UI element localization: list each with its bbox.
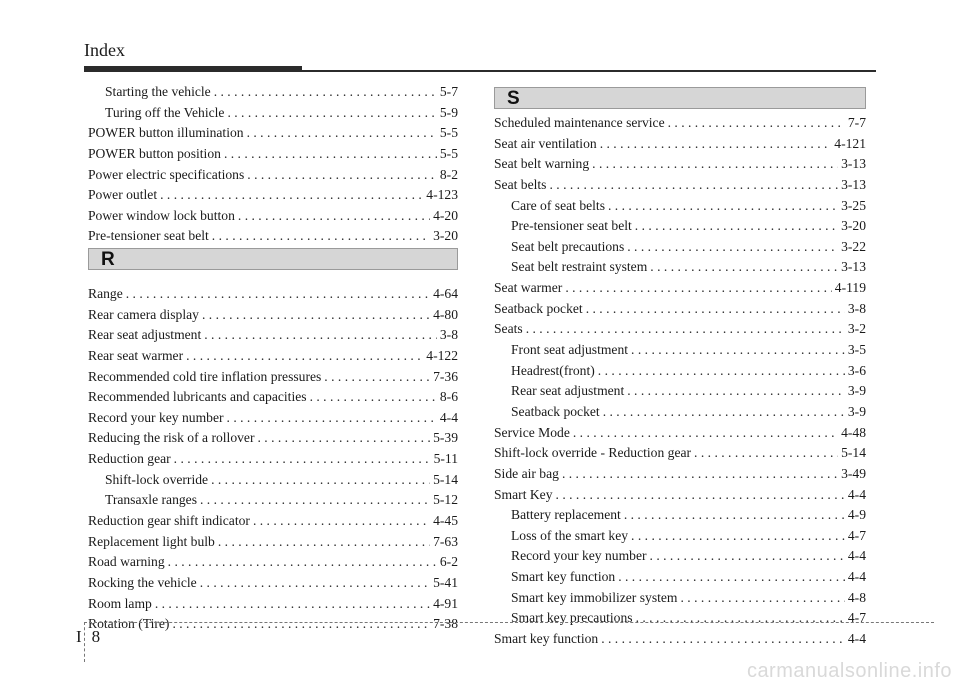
dot-leader [526,321,845,337]
footer-section-letter: I [76,627,82,646]
index-entry [494,445,866,466]
entry-label: Starting the vehicle [105,84,211,99]
entry-page-number: 5-5 [439,125,458,141]
dot-leader [160,187,423,203]
dot-leader [238,208,430,224]
entry-label: Smart Key [494,486,553,502]
dot-leader [601,631,845,647]
index-entry [88,187,458,208]
entry-label: Scheduled maintenance service [494,115,665,130]
index-subentry [494,569,866,590]
index-entry [88,327,458,348]
index-entry [494,301,866,322]
dot-leader [186,348,423,364]
dot-leader [624,507,845,523]
entry-label: Power window lock button [88,207,235,223]
dot-leader [202,307,430,323]
dot-leader [618,569,845,585]
entry-label: Road warning [88,554,165,570]
dot-leader [168,554,437,570]
dot-leader [227,410,437,426]
index-entry [88,307,458,328]
index-subentry [494,590,866,611]
entry-page-number: 3-25 [841,197,866,213]
index-column-left [88,84,458,249]
entry-page-number: 4-7 [847,610,866,626]
entry-page-number: 8-2 [439,166,458,182]
index-entry [494,115,866,136]
entry-label: Battery replacement [511,507,621,523]
entry-label: Service Mode [494,424,570,440]
entry-label: Rear seat warmer [88,347,184,363]
dot-leader [650,548,845,564]
entry-page-number: 4-4 [847,569,866,585]
entry-page-number: 5-5 [439,145,458,161]
entry-label: Shift-lock override [105,471,209,487]
entry-label: Smart key function [511,569,616,585]
entry-label: Turing off the Vehicle [105,104,225,120]
index-entry [88,125,458,146]
index-entry [494,280,866,301]
dot-leader [126,286,430,302]
entry-page-number: 4-119 [834,280,866,296]
index-subentry [494,218,866,239]
index-subentry [494,610,866,631]
entry-label: Replacement light bulb [88,533,215,549]
entry-label: Power outlet [88,187,158,203]
index-entry [88,348,458,369]
entry-label: Front seat adjustment [511,342,629,358]
index-column-right [494,115,866,652]
entry-page-number: 4-7 [847,527,866,543]
dot-leader [562,466,838,482]
dot-leader [224,146,437,162]
entry-page-number: 4-9 [847,507,866,523]
dot-leader [172,616,430,632]
entry-page-number: 3-20 [841,218,866,234]
entry-page-number: 4-45 [433,513,458,529]
index-entry [88,208,458,229]
index-entry [88,596,458,617]
entry-page-number: 4-91 [433,595,458,611]
index-entry [88,146,458,167]
entry-page-number: 3-8 [439,327,458,343]
index-entry [88,410,458,431]
dot-leader [324,369,430,385]
index-subentry [88,105,458,126]
dot-leader [631,342,845,358]
entry-page-number: 4-4 [847,631,866,647]
entry-label: Seatback pocket [511,403,600,419]
entry-page-number: 5-9 [439,104,458,120]
dot-leader [573,425,838,441]
index-entry [494,466,866,487]
index-entry [494,631,866,652]
entry-page-number: 4-48 [841,424,866,440]
entry-page-number: 3-6 [847,362,866,378]
index-subentry [494,383,866,404]
index-group-s [494,115,866,652]
entry-page-number: 3-13 [841,176,866,192]
dot-leader [212,228,430,244]
dot-leader [627,383,845,399]
entry-page-number: 4-64 [433,286,458,301]
index-subentry [494,239,866,260]
dot-leader [635,218,838,234]
entry-label: Rocking the vehicle [88,574,197,590]
entry-label: Rear camera display [88,306,199,322]
index-entry [494,136,866,157]
index-entry [88,167,458,188]
dot-leader [636,610,845,626]
entry-page-number: 3-2 [847,321,866,337]
entry-label: Pre-tensioner seat belt [511,218,632,234]
entry-label: Seat belt precautions [511,238,625,254]
dot-leader [200,492,430,508]
entry-label: POWER button position [88,145,221,161]
entry-page-number: 7-7 [847,115,866,130]
entry-page-number: 4-8 [847,589,866,605]
entry-page-number: 7-63 [433,533,458,549]
page-title: Index [84,40,125,60]
entry-label: Transaxle ranges [105,492,197,508]
dot-leader [549,177,838,193]
index-entry [88,369,458,390]
dot-leader [247,125,437,141]
index-subentry [494,548,866,569]
entry-label: Room lamp [88,595,152,611]
dot-leader [586,301,845,317]
dot-leader [650,259,838,275]
dot-leader [227,105,436,121]
index-subentry [88,472,458,493]
entry-label: Reduction gear shift indicator [88,513,250,529]
entry-label: Rear seat adjustment [88,327,202,343]
entry-label: Smart key precautions [511,610,633,626]
dot-leader [204,327,437,343]
entry-label: Smart key immobilizer system [511,589,678,605]
entry-page-number: 5-7 [439,84,458,99]
entry-label: Smart key function [494,631,599,647]
dot-leader [668,115,845,131]
entry-page-number: 3-9 [847,403,866,419]
dot-leader [627,239,838,255]
index-subentry [88,492,458,513]
entry-page-number: 5-12 [433,492,458,508]
index-entry [494,487,866,508]
index-subentry [494,363,866,384]
entry-page-number: 5-41 [433,574,458,590]
entry-label: Pre-tensioner seat belt [88,228,209,244]
watermark: carmanualsonline.info [746,660,952,682]
entry-page-number: 7-36 [433,368,458,384]
entry-label: Reducing the risk of a rollover [88,430,255,446]
dot-leader [174,451,431,467]
entry-page-number: 5-14 [841,445,866,461]
dot-leader [556,487,845,503]
section-header-s [494,87,866,109]
entry-label: Record your key number [88,409,224,425]
entry-label: Rotation (Tire) [88,616,170,632]
entry-label: Seats [494,321,523,337]
entry-page-number: 3-49 [841,465,866,481]
header-rule-thin [302,70,876,72]
dot-leader [247,167,437,183]
entry-page-number: 4-4 [847,486,866,502]
entry-page-number: 4-4 [439,409,458,425]
footer-page-label [76,627,100,647]
entry-label: Seat belts [494,176,547,192]
dot-leader [600,136,832,152]
index-entry [88,534,458,555]
index-subentry [494,198,866,219]
entry-page-number: 3-22 [841,238,866,254]
index-entry [88,616,458,637]
dot-leader [592,156,838,172]
index-subentry [494,404,866,425]
dot-leader [681,590,845,606]
index-entry [88,513,458,534]
entry-page-number: 4-80 [433,306,458,322]
index-group-r [88,286,458,637]
entry-label: Side air bag [494,465,559,481]
entry-page-number: 3-8 [847,300,866,316]
index-column-left-r [88,286,458,637]
entry-page-number: 5-14 [433,471,458,487]
entry-label: POWER button illumination [88,125,244,141]
index-entry [88,389,458,410]
index-entry [494,177,866,198]
index-entry [494,321,866,342]
entry-page-number: 3-5 [847,342,866,358]
index-subentry [494,528,866,549]
dot-leader [603,404,845,420]
entry-label: Seat belt warning [494,156,590,172]
entry-label: Seatback pocket [494,300,583,316]
entry-page-number: 5-11 [433,451,458,467]
entry-label: Seat belt restraint system [511,259,648,275]
entry-page-number: 7-38 [433,616,458,632]
dot-leader [214,84,437,100]
entry-page-number: 3-13 [841,259,866,275]
entry-page-number: 3-13 [841,156,866,172]
index-entry [88,430,458,451]
entry-page-number: 4-4 [847,548,866,564]
index-subentry [88,84,458,105]
dot-leader [155,596,430,612]
entry-label: Loss of the smart key [511,527,629,543]
dot-leader [200,575,430,591]
entry-page-number: 4-123 [426,187,458,203]
index-entry [88,451,458,472]
index-group-p-continued [88,84,458,249]
entry-label: Reduction gear [88,451,171,467]
index-entry [494,425,866,446]
entry-label: Power electric specifications [88,166,245,182]
entry-page-number: 4-20 [433,207,458,223]
section-header-r [88,248,458,270]
dot-leader [310,389,437,405]
entry-page-number: 3-9 [847,383,866,399]
index-entry [88,554,458,575]
entry-label: Seat warmer [494,280,563,296]
dot-leader [211,472,430,488]
entry-page-number: 4-121 [834,135,866,151]
entry-page-number: 4-122 [426,347,458,363]
entry-label: Seat air ventilation [494,135,597,151]
index-subentry [494,259,866,280]
index-subentry [494,507,866,528]
index-entry [494,156,866,177]
dot-leader [608,198,838,214]
section-letter-s: S [507,88,520,109]
entry-label: Record your key number [511,548,647,564]
dot-leader [598,363,845,379]
entry-label: Shift-lock override - Reduction gear [494,445,692,461]
entry-label: Rear seat adjustment [511,383,625,399]
index-subentry [494,342,866,363]
entry-page-number: 5-39 [433,430,458,446]
entry-page-number: 3-20 [433,228,458,244]
dot-leader [631,528,845,544]
entry-label: Range [88,286,123,301]
footer-page-number: 8 [91,627,101,646]
index-entry [88,286,458,307]
entry-label: Recommended cold tire inflation pressures [88,368,322,384]
dot-leader [257,430,430,446]
footer-rule [84,622,934,623]
dot-leader [218,534,430,550]
entry-page-number: 8-6 [439,389,458,405]
entry-label: Headrest(front) [511,362,595,378]
dot-leader [694,445,838,461]
header-rule-thick [84,66,302,72]
entry-label: Care of seat belts [511,197,605,213]
dot-leader [253,513,430,529]
index-entry [88,575,458,596]
entry-label: Recommended lubricants and capacities [88,389,307,405]
section-letter-r: R [101,249,115,270]
dot-leader [565,280,831,296]
entry-page-number: 6-2 [439,554,458,570]
index-entry [88,228,458,249]
